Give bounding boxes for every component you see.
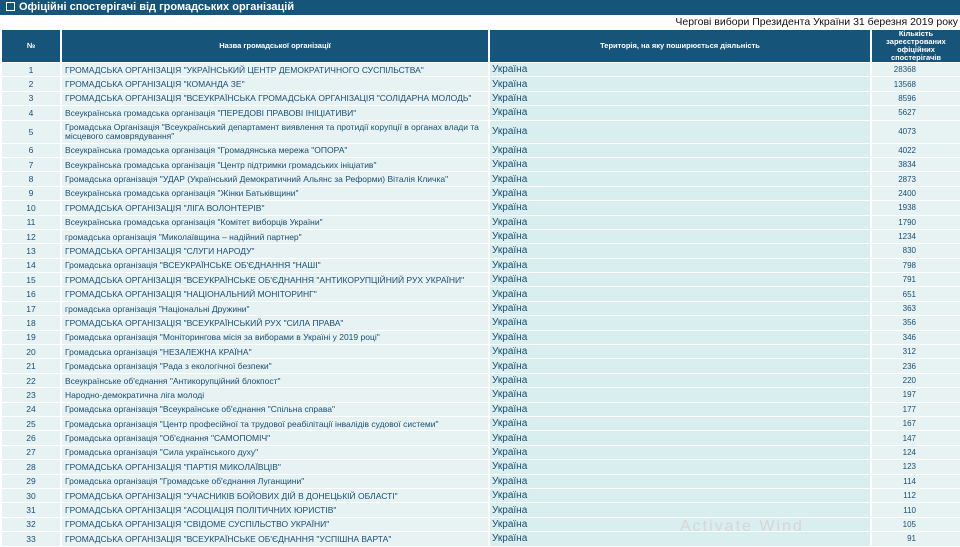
observer-count: 110: [872, 503, 960, 516]
observer-count: 123: [872, 460, 960, 473]
row-number: 18: [2, 316, 60, 329]
row-number: 12: [2, 230, 60, 243]
territory: Україна: [490, 172, 870, 185]
territory: Україна: [490, 431, 870, 444]
row-number: 10: [2, 201, 60, 214]
org-name: Громадська організація "Сила українського духу": [62, 446, 488, 459]
row-number: 24: [2, 403, 60, 416]
row-number: 7: [2, 158, 60, 171]
org-name: Громадська організація "ВСЕУКРАЇНСЬКЕ ОБ'ЄДНАННЯ "НАШІ": [62, 259, 488, 272]
org-name: ГРОМАДСЬКА ОРГАНІЗАЦІЯ "ВСЕУКРАЇНСЬКЕ ОБ'ЄДНАННЯ "АНТИКОРУПЦІЙНИЙ РУХ УКРАЇНИ": [62, 273, 488, 286]
table-row: [2, 201, 960, 214]
header-count: Кількість зареєстрованих офіційних спостерігачів: [872, 30, 960, 62]
territory: Україна: [490, 63, 870, 76]
row-number: 14: [2, 259, 60, 272]
observer-count: 4073: [872, 121, 960, 143]
observer-count: 91: [872, 532, 960, 545]
table-row: [2, 158, 960, 171]
table-row: [2, 216, 960, 229]
territory: Україна: [490, 460, 870, 473]
table-row: [2, 403, 960, 416]
square-icon: [6, 2, 15, 11]
observer-count: 28368: [872, 63, 960, 76]
observer-count: 197: [872, 388, 960, 401]
row-number: 1: [2, 63, 60, 76]
org-name: ГРОМАДСЬКА ОРГАНІЗАЦІЯ "УЧАСНИКІВ БОЙОВИХ ДІЙ В ДОНЕЦЬКІЙ ОБЛАСТІ": [62, 489, 488, 502]
org-name: Громадська організація "Центр професійної та трудової реабілітації інвалідів судової системи": [62, 417, 488, 430]
territory: Україна: [490, 417, 870, 430]
row-number: 17: [2, 302, 60, 315]
observer-count: 1234: [872, 230, 960, 243]
territory: Україна: [490, 489, 870, 502]
org-name: ГРОМАДСЬКА ОРГАНІЗАЦІЯ "НАЦІОНАЛЬНИЙ МОНІТОРИНГ": [62, 287, 488, 300]
table-row: [2, 388, 960, 401]
table-row: [2, 331, 960, 344]
table-row: [2, 489, 960, 502]
org-name: ГРОМАДСЬКА ОРГАНІЗАЦІЯ "ЛІГА ВОЛОНТЕРІВ": [62, 201, 488, 214]
table-row: [2, 431, 960, 444]
header-name: Назва громадської організації: [62, 30, 488, 62]
territory: Україна: [490, 475, 870, 488]
org-name: ГРОМАДСЬКА ОРГАНІЗАЦІЯ "ВСЕУКРАЇНСЬКИЙ РУХ "СИЛА ПРАВА": [62, 316, 488, 329]
row-number: 28: [2, 460, 60, 473]
territory: Україна: [490, 374, 870, 387]
row-number: 2: [2, 77, 60, 90]
table-row: [2, 475, 960, 488]
observer-count: 798: [872, 259, 960, 272]
observer-count: 114: [872, 475, 960, 488]
org-name: Громадська організація "Всеукраїнське об'єднання "Спільна справа": [62, 403, 488, 416]
row-number: 22: [2, 374, 60, 387]
row-number: 5: [2, 121, 60, 143]
org-name: Громадська організація "Моніторингова місія за виборами в Україні у 2019 році": [62, 331, 488, 344]
observer-count: 4022: [872, 144, 960, 157]
org-name: Всеукраїнська громадська організація "Жінки Батьківщини": [62, 187, 488, 200]
observer-count: 167: [872, 417, 960, 430]
table-row: [2, 63, 960, 76]
table-row: [2, 77, 960, 90]
row-number: 8: [2, 172, 60, 185]
table-header-row: [2, 30, 960, 62]
territory: Україна: [490, 403, 870, 416]
observer-count: 13568: [872, 77, 960, 90]
territory: Україна: [490, 158, 870, 171]
table-row: [2, 172, 960, 185]
territory: Україна: [490, 187, 870, 200]
row-number: 13: [2, 244, 60, 257]
table-row: [2, 503, 960, 516]
row-number: 16: [2, 287, 60, 300]
org-name: Громадська організація "УДАР (Український Демократичний Альянс за Реформи) Віталія Кличка": [62, 172, 488, 185]
org-name: ГРОМАДСЬКА ОРГАНІЗАЦІЯ "ПАРТІЯ МИКОЛАЇВЦІВ": [62, 460, 488, 473]
header-territory: Територія, на яку поширюється діяльність: [490, 30, 870, 62]
observer-count: 236: [872, 359, 960, 372]
org-name: громадська організація "Миколаївщина – надійний партнер": [62, 230, 488, 243]
org-name: ГРОМАДСЬКА ОРГАНІЗАЦІЯ "СЛУГИ НАРОДУ": [62, 244, 488, 257]
page-title-bar: [0, 0, 960, 15]
row-number: 23: [2, 388, 60, 401]
observer-count: 1938: [872, 201, 960, 214]
observer-count: 124: [872, 446, 960, 459]
row-number: 15: [2, 273, 60, 286]
table-row: [2, 187, 960, 200]
observer-count: 1790: [872, 216, 960, 229]
page-title: Офіційні спостерігачі від громадських організацій: [19, 1, 295, 13]
table-row: [2, 446, 960, 459]
org-name: Народно-демократична ліга молоді: [62, 388, 488, 401]
observer-count: 112: [872, 489, 960, 502]
row-number: 25: [2, 417, 60, 430]
observer-count: 8596: [872, 92, 960, 105]
observer-count: 177: [872, 403, 960, 416]
election-subtitle: Чергові вибори Президента України 31 березня 2019 року: [675, 16, 958, 28]
row-number: 33: [2, 532, 60, 545]
territory: Україна: [490, 273, 870, 286]
row-number: 32: [2, 518, 60, 531]
row-number: 19: [2, 331, 60, 344]
row-number: 30: [2, 489, 60, 502]
observer-count: 346: [872, 331, 960, 344]
table-row: [2, 316, 960, 329]
row-number: 3: [2, 92, 60, 105]
territory: Україна: [490, 503, 870, 516]
table-row: [2, 273, 960, 286]
row-number: 31: [2, 503, 60, 516]
territory: Україна: [490, 287, 870, 300]
table-row: [2, 302, 960, 315]
observer-count: 651: [872, 287, 960, 300]
org-name: ГРОМАДСЬКА ОРГАНІЗАЦІЯ "АСОЦІАЦІЯ ПОЛІТИЧНИХ ЮРИСТІВ": [62, 503, 488, 516]
table-body: [2, 63, 960, 546]
table-row: [2, 92, 960, 105]
territory: Україна: [490, 144, 870, 157]
table-row: [2, 460, 960, 473]
org-name: ГРОМАДСЬКА ОРГАНІЗАЦІЯ "ВСЕУКРАЇНСЬКА ГРОМАДСЬКА ОРГАНІЗАЦІЯ "СОЛІДАРНА МОЛОДЬ": [62, 92, 488, 105]
table-row: [2, 417, 960, 430]
row-number: 27: [2, 446, 60, 459]
observer-count: 2873: [872, 172, 960, 185]
row-number: 4: [2, 106, 60, 119]
table-row: [2, 244, 960, 257]
territory: Україна: [490, 518, 870, 531]
territory: Україна: [490, 259, 870, 272]
org-name: Громадська організація "Рада з екологічної безпеки": [62, 359, 488, 372]
table-row: [2, 287, 960, 300]
observer-count: 363: [872, 302, 960, 315]
observer-count: 220: [872, 374, 960, 387]
territory: Україна: [490, 244, 870, 257]
org-name: Всеукраїнська громадська організація "Центр підтримки громадських ініціатив": [62, 158, 488, 171]
org-name: Громадська організація "НЕЗАЛЕЖНА КРАЇНА": [62, 345, 488, 358]
observer-count: 791: [872, 273, 960, 286]
territory: Україна: [490, 201, 870, 214]
table-row: [2, 359, 960, 372]
row-number: 11: [2, 216, 60, 229]
territory: Україна: [490, 345, 870, 358]
table-row: [2, 345, 960, 358]
territory: Україна: [490, 388, 870, 401]
observer-count: 312: [872, 345, 960, 358]
row-number: 20: [2, 345, 60, 358]
observer-count: 3834: [872, 158, 960, 171]
territory: Україна: [490, 446, 870, 459]
org-name: Громадська організація "Об'єднання "САМОПОМІЧ": [62, 431, 488, 444]
territory: Україна: [490, 359, 870, 372]
territory: Україна: [490, 532, 870, 545]
org-name: ГРОМАДСЬКА ОРГАНІЗАЦІЯ "УКРАЇНСЬКИЙ ЦЕНТР ДЕМОКРАТИЧНОГО СУСПІЛЬСТВА": [62, 63, 488, 76]
table-row: [2, 121, 960, 143]
territory: Україна: [490, 230, 870, 243]
observer-count: 2400: [872, 187, 960, 200]
org-name: ГРОМАДСЬКА ОРГАНІЗАЦІЯ "СВІДОМЕ СУСПІЛЬСТВО УКРАЇНИ": [62, 518, 488, 531]
org-name: Громадська Організація "Всеукраїнський департамент виявлення та протидії корупції в органах влади та місцевого самоврядування": [62, 121, 488, 143]
territory: Україна: [490, 302, 870, 315]
row-number: 26: [2, 431, 60, 444]
territory: Україна: [490, 77, 870, 90]
table-row: [2, 230, 960, 243]
observer-count: 5627: [872, 106, 960, 119]
observers-table: [0, 29, 960, 547]
observer-count: 830: [872, 244, 960, 257]
observer-count: 356: [872, 316, 960, 329]
org-name: Всеукраїнська громадська організація "Громадянська мережа "ОПОРА": [62, 144, 488, 157]
territory: Україна: [490, 316, 870, 329]
row-number: 21: [2, 359, 60, 372]
table-row: [2, 532, 960, 545]
org-name: ГРОМАДСЬКА ОРГАНІЗАЦІЯ "ВСЕУКРАЇНСЬКЕ ОБ'ЄДНАННЯ "УСПІШНА ВАРТА": [62, 532, 488, 545]
table-row: [2, 106, 960, 119]
table-row: [2, 518, 960, 531]
table-row: [2, 144, 960, 157]
header-num: №: [2, 30, 60, 62]
table-row: [2, 259, 960, 272]
row-number: 6: [2, 144, 60, 157]
territory: Україна: [490, 92, 870, 105]
windows-activation-watermark: Activate Wind: [680, 518, 804, 535]
org-name: Всеукраїнська громадська організація "ПЕРЕДОВІ ПРАВОВІ ІНІЦІАТИВИ": [62, 106, 488, 119]
org-name: Всеукраїнське об'єднання "Антикорупційний блокпост": [62, 374, 488, 387]
observer-count: 105: [872, 518, 960, 531]
territory: Україна: [490, 121, 870, 143]
org-name: Громадська організація "Громадське об'єднання Луганщини": [62, 475, 488, 488]
observer-count: 147: [872, 431, 960, 444]
row-number: 9: [2, 187, 60, 200]
row-number: 29: [2, 475, 60, 488]
territory: Україна: [490, 216, 870, 229]
org-name: Всеукраїнська громадська організація "Комітет виборців України": [62, 216, 488, 229]
org-name: громадська організація "Національні Дружини": [62, 302, 488, 315]
territory: Україна: [490, 331, 870, 344]
territory: Україна: [490, 106, 870, 119]
table-row: [2, 374, 960, 387]
org-name: ГРОМАДСЬКА ОРГАНІЗАЦІЯ "КОМАНДА ЗЕ": [62, 77, 488, 90]
